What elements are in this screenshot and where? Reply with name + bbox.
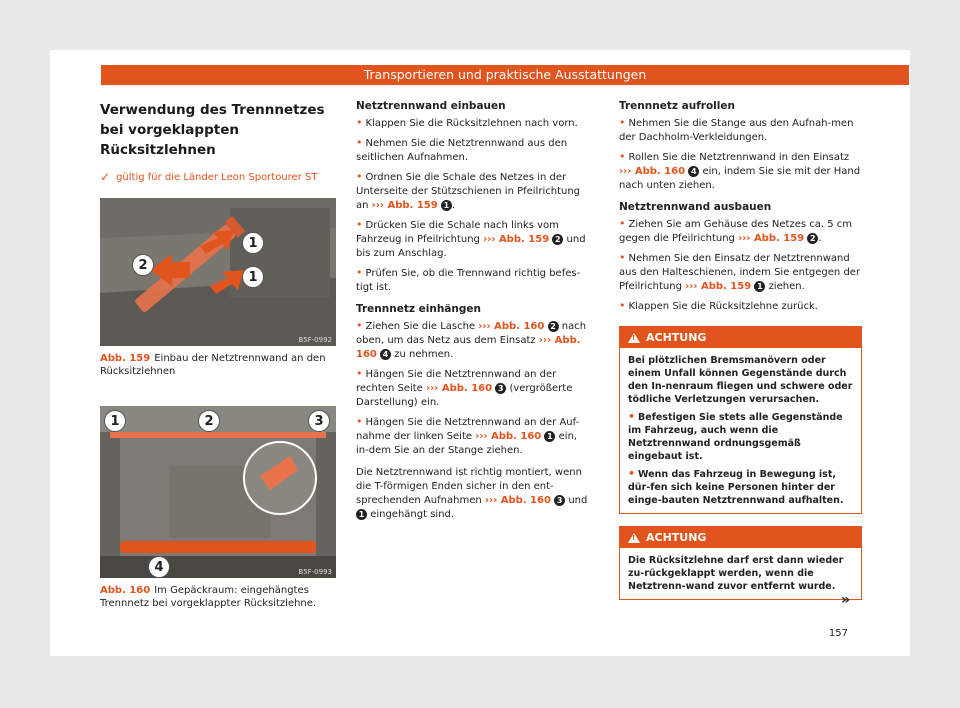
continue-marker: »	[840, 592, 850, 608]
figure-reference[interactable]: ››› Abb. 159	[738, 233, 805, 244]
warning-triangle-icon	[628, 333, 640, 343]
figure-code: B5F-0993	[298, 568, 332, 576]
figure-reference[interactable]: ››› Abb. 159	[371, 200, 438, 211]
page-number: 157	[828, 628, 848, 639]
subheading-einbauen: Netztrennwand einbauen	[356, 100, 506, 112]
warning-item: • Befestigen Sie stets alle Gegenstände im Fahrzeug, auch wenn die Netztrennwand ordnungsgemäß eingebaut ist.	[628, 410, 843, 462]
callout-1-top: 1	[242, 232, 264, 254]
warning-body	[620, 548, 861, 599]
warning-text: Bei plötzlichen Bremsmanövern oder einem Unfall können Gegenstände durch den In-nenraum fliegen und schwere oder tödliche Verletzungen verursachen.	[628, 355, 853, 405]
figure-caption-text: Im Gepäckraum: eingehängtes Trennnetz bei vorgeklappter Rücksitzlehne.	[100, 585, 317, 609]
section-title: Verwendung des Trennnetzes bei vorgeklappten Rücksitzlehnen	[100, 102, 325, 158]
figure-label: Abb. 160	[100, 585, 151, 596]
figure-160-caption	[100, 584, 336, 610]
callout-4: 4	[148, 556, 170, 578]
figure-reference[interactable]: ››› Abb. 160	[475, 431, 542, 442]
step: • Nehmen Sie den Einsatz der Netztrennwand aus den Halteschienen, indem Sie entgegen der Pfeilrichtung ››› Abb. 159 1 ziehen.	[619, 251, 861, 292]
step: • Drücken Sie die Schale nach links vom Fahrzeug in Pfeilrichtung ››› Abb. 159 2 und bis zum Anschlag.	[356, 218, 586, 259]
column-right	[619, 100, 862, 600]
step: • Nehmen Sie die Netztrennwand aus den seitlichen Aufnahmen.	[356, 136, 568, 163]
figure-160-illustration	[100, 406, 336, 578]
figure-159-caption	[100, 352, 336, 378]
step: • Hängen Sie die Netztrennwand an der Auf-nahme der linken Seite ››› Abb. 160 1 ein, in-dem Sie an der Stange ziehen.	[356, 415, 580, 456]
step: • Rollen Sie die Netztrennwand in den Einsatz ››› Abb. 160 4 ein, indem Sie sie mit der Hand nach unten ziehen.	[619, 150, 861, 191]
warning-body	[620, 348, 861, 513]
step: • Prüfen Sie, ob die Trennwand richtig befes-tigt ist.	[356, 266, 581, 293]
validity-text: gültig für die Länder Leon Sportourer ST	[116, 171, 318, 183]
step: • Klappen Sie die Rücksitzlehnen nach vorn.	[356, 116, 578, 129]
figure-code: B5F-0992	[298, 336, 332, 344]
column-left	[100, 100, 336, 610]
subheading-aufrollen: Trennnetz aufrollen	[619, 100, 735, 112]
callout-1: 1	[104, 410, 126, 432]
figure-caption-text: Einbau der Netztrennwand an den Rücksitzlehnen	[100, 353, 326, 377]
figure-reference[interactable]: ››› Abb. 159	[685, 281, 752, 292]
checkmark-icon: ✓	[100, 170, 111, 184]
callout-2: 2	[198, 410, 220, 432]
warning-header	[620, 327, 861, 348]
step: • Nehmen Sie die Stange aus den Aufnah-men der Dachholm-Verkleidungen.	[619, 116, 854, 143]
figure-reference[interactable]: ››› Abb. 160	[426, 383, 493, 394]
validity-note	[100, 170, 336, 184]
figure-reference[interactable]: ››› Abb. 159	[483, 234, 550, 245]
subheading-einhaengen: Trennnetz einhängen	[356, 303, 481, 315]
step: • Ziehen Sie die Lasche ››› Abb. 160 2 nach oben, um das Netz aus dem Einsatz ››› Abb. 160 4 zu nehmen.	[356, 319, 587, 360]
warning-text: Die Rücksitzlehne darf erst dann wieder zu-rückgeklappt werden, wenn die Netztrenn-wand zuvor entfernt wurde.	[628, 555, 844, 592]
figure-reference[interactable]: ››› Abb. 160	[356, 335, 581, 360]
page	[50, 50, 910, 656]
warning-triangle-icon	[628, 533, 640, 543]
warning-item: • Wenn das Fahrzeug in Bewegung ist, dür-fen sich keine Personen hinter der einge-bauten Netztrennwand aufhalten.	[628, 467, 844, 506]
warning-box-1	[619, 326, 862, 514]
chapter-header: Transportieren und praktische Ausstattungen	[101, 65, 909, 85]
callout-2: 2	[132, 254, 154, 276]
warning-title: ACHTUNG	[646, 531, 707, 544]
figure-reference[interactable]: ››› Abb. 160	[484, 495, 551, 506]
step: • Ordnen Sie die Schale des Netzes in der Unterseite der Stützschienen in Pfeilrichtung an ››› Abb. 159 1 .	[356, 170, 581, 211]
step: • Ziehen Sie am Gehäuse des Netzes ca. 5 cm gegen die Pfeilrichtung ››› Abb. 159 2 .	[619, 217, 853, 244]
warning-header	[620, 527, 861, 548]
subheading-ausbauen: Netztrennwand ausbauen	[619, 201, 772, 213]
figure-reference[interactable]: ››› Abb. 160	[619, 166, 686, 177]
figure-label: Abb. 159	[100, 353, 151, 364]
column-middle	[356, 100, 592, 527]
figure-159	[100, 198, 336, 346]
figure-reference[interactable]: ››› Abb. 160	[478, 321, 545, 332]
step: • Hängen Sie die Netztrennwand an der rechten Seite ››› Abb. 160 3 (vergrößerte Darstellung) ein.	[356, 367, 573, 408]
warning-title: ACHTUNG	[646, 331, 707, 344]
callout-3: 3	[308, 410, 330, 432]
warning-box-2	[619, 526, 862, 600]
callout-1-bottom: 1	[242, 266, 264, 288]
figure-160	[100, 406, 336, 578]
step: • Klappen Sie die Rücksitzlehne zurück.	[619, 299, 818, 312]
paragraph: Die Netztrennwand ist richtig montiert, wenn die T-förmigen Enden sicher in den ent-sprechenden Aufnahmen ››› Abb. 160 3 und 1 eingehängt sind.	[356, 467, 588, 520]
